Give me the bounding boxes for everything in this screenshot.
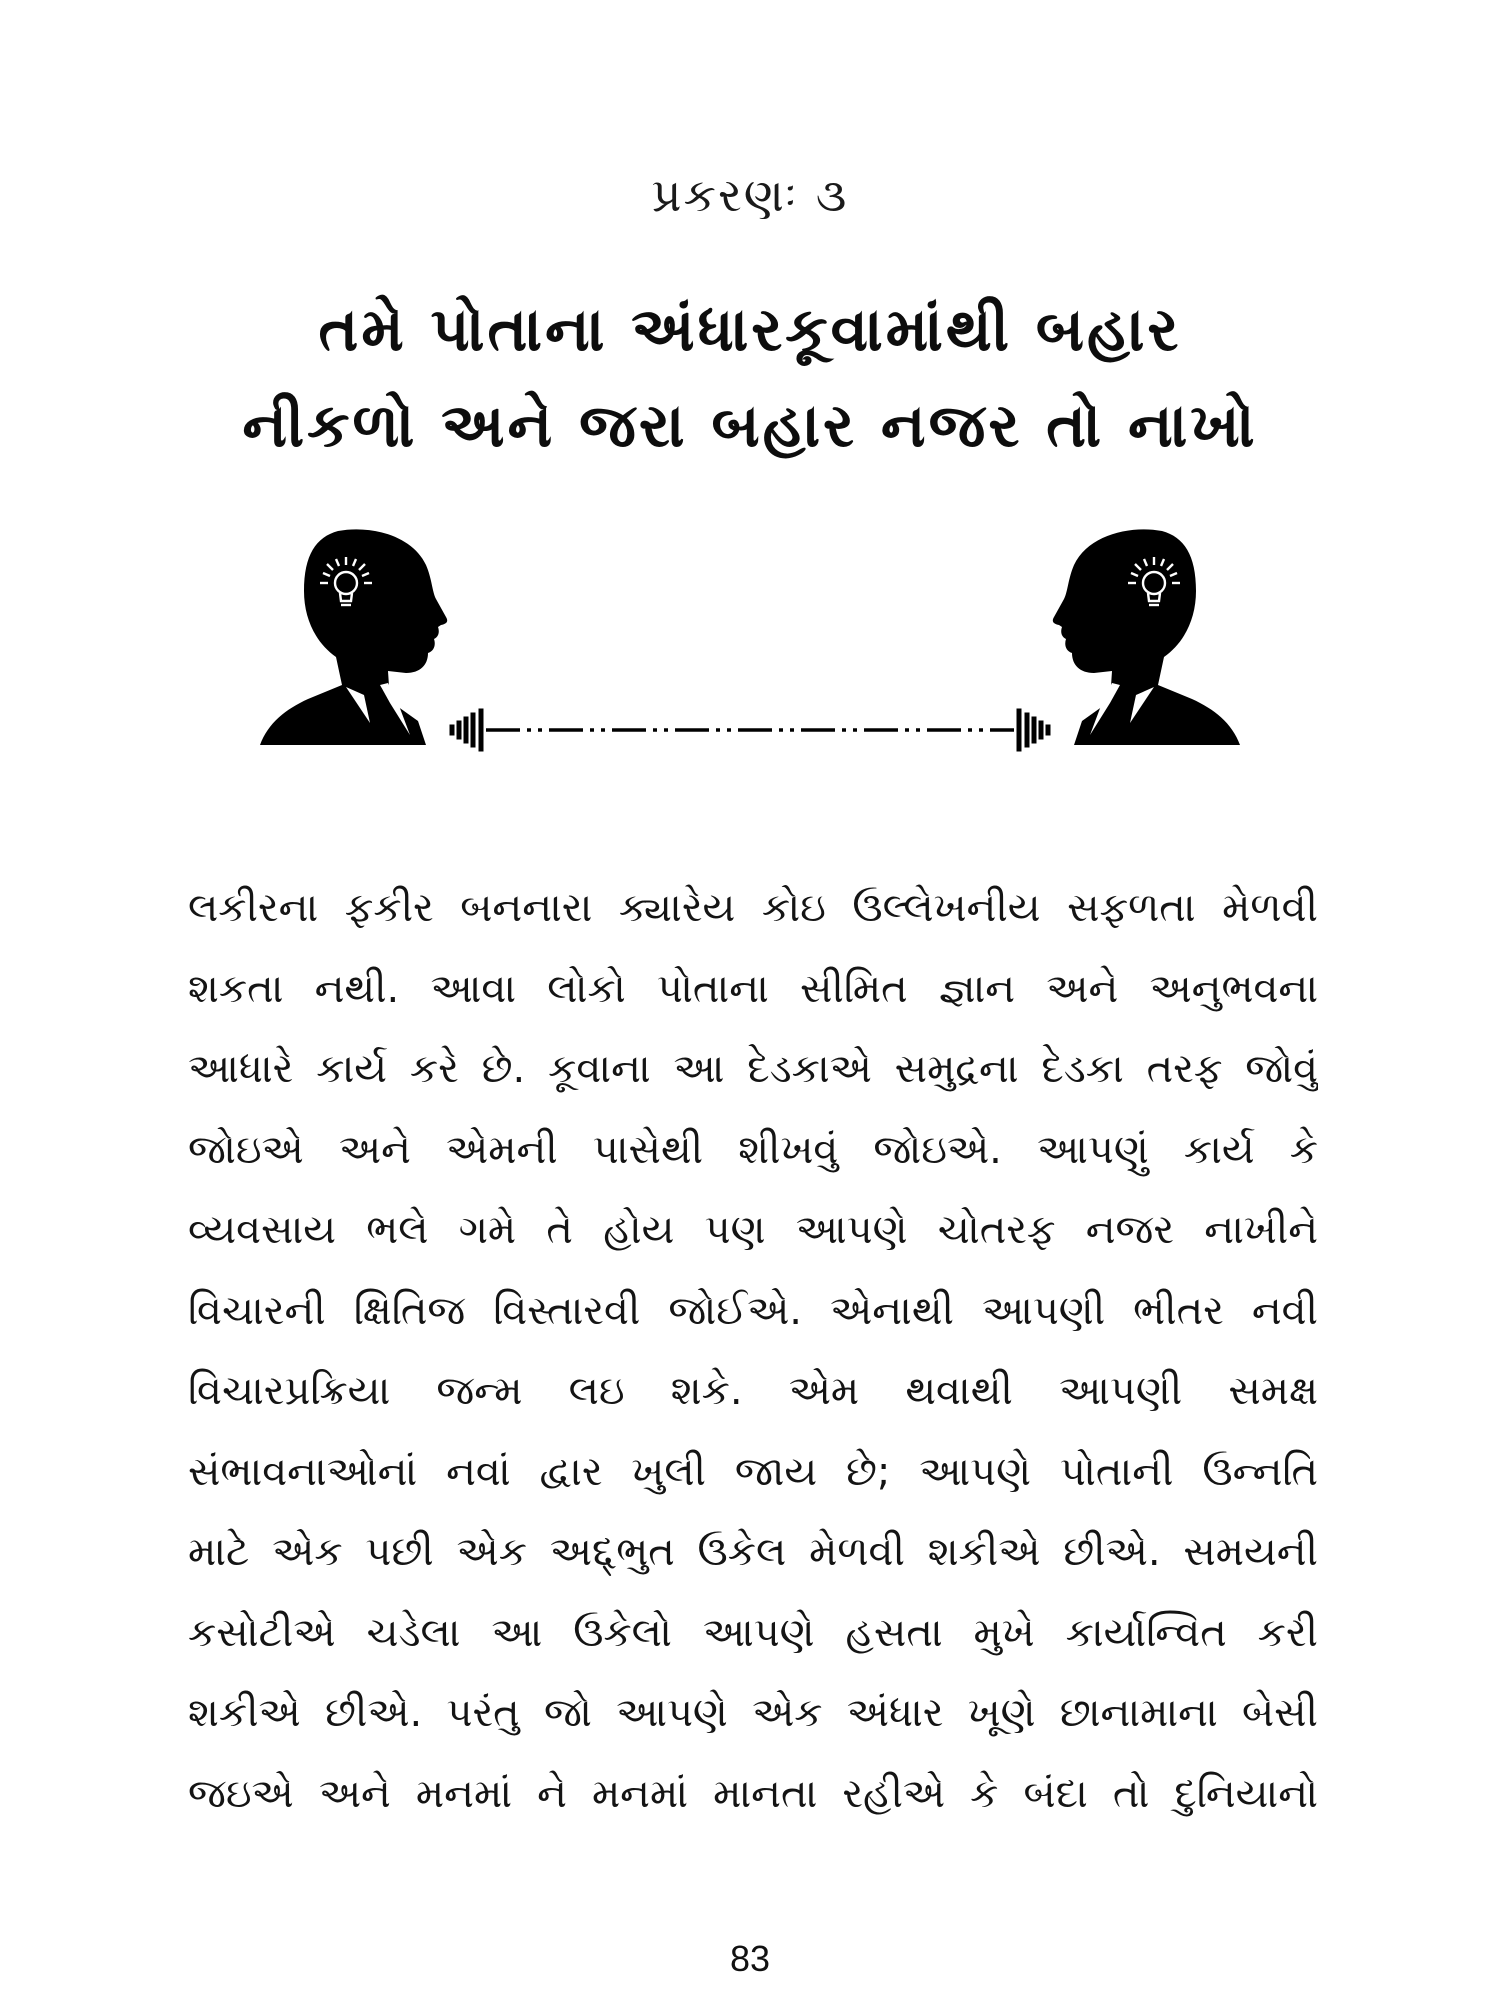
body-line: વિચારની ક્ષિતિજ વિસ્તારવી જોઈએ. એનાથી આપણી ભીતર નવી: [188, 1287, 1318, 1334]
body-line: સંભાવનાઓનાં નવાં દ્વાર ખુલી જાય છે; આપણે પોતાની ઉન્નતિ: [188, 1448, 1318, 1495]
body-line: વ્યવસાય ભલે ગમે તે હોય પણ આપણે ચોતરફ નજર નાખીને: [188, 1207, 1318, 1253]
person-silhouette-left-icon: [260, 529, 447, 745]
chapter-title-line-1: તમે પોતાના અંધારકૂવામાંથી બહાર: [318, 295, 1182, 365]
body-line: વિચારપ્રક્રિયા જન્મ લઇ શકે. એમ થવાથી આપણી સમક્ષ: [188, 1368, 1318, 1414]
page-number: 83: [729, 1938, 771, 1979]
chapter-illustration: [260, 525, 1240, 765]
sound-wave-connector-icon: [450, 709, 1050, 751]
chapter-title-line-2: નીકળો અને જરા બહાર નજર તો નાખો: [242, 391, 1258, 461]
body-paragraph: [188, 868, 1318, 1834]
body-line: માટે એક પછી એક અદ્દ્ભુત ઉકેલ મેળવી શકીએ છીએ. સમયની: [188, 1529, 1318, 1575]
body-line: લકીરના ફકીર બનનારા ક્યારેય કોઇ ઉલ્લેખનીય સફળતા મેળવી: [188, 885, 1318, 931]
chapter-title: [0, 282, 1500, 474]
body-line: જોઇએ અને એમની પાસેથી શીખવું જોઇએ. આપણું કાર્ય કે: [188, 1126, 1318, 1173]
body-line: આધારે કાર્ય કરે છે. કૂવાના આ દેડકાએ સમુદ્રના દેડકા તરફ જોવું: [188, 1046, 1318, 1092]
chapter-label: પ્રકરણઃ ૩: [651, 168, 849, 222]
body-line: જઇએ અને મનમાં ને મનમાં માનતા રહીએ કે બંદા તો દુનિયાનો: [188, 1770, 1318, 1817]
body-line: શકતા નથી. આવા લોકો પોતાના સીમિત જ્ઞાન અને અનુભવના: [188, 965, 1318, 1012]
person-silhouette-right-icon: [1053, 529, 1240, 745]
body-line: કસોટીએ ચડેલા આ ઉકેલો આપણે હસતા મુખે કાર્યાન્વિત કરી: [188, 1609, 1318, 1656]
body-line: શકીએ છીએ. પરંતુ જો આપણે એક અંધાર ખૂણે છાનામાના બેસી: [188, 1690, 1318, 1736]
